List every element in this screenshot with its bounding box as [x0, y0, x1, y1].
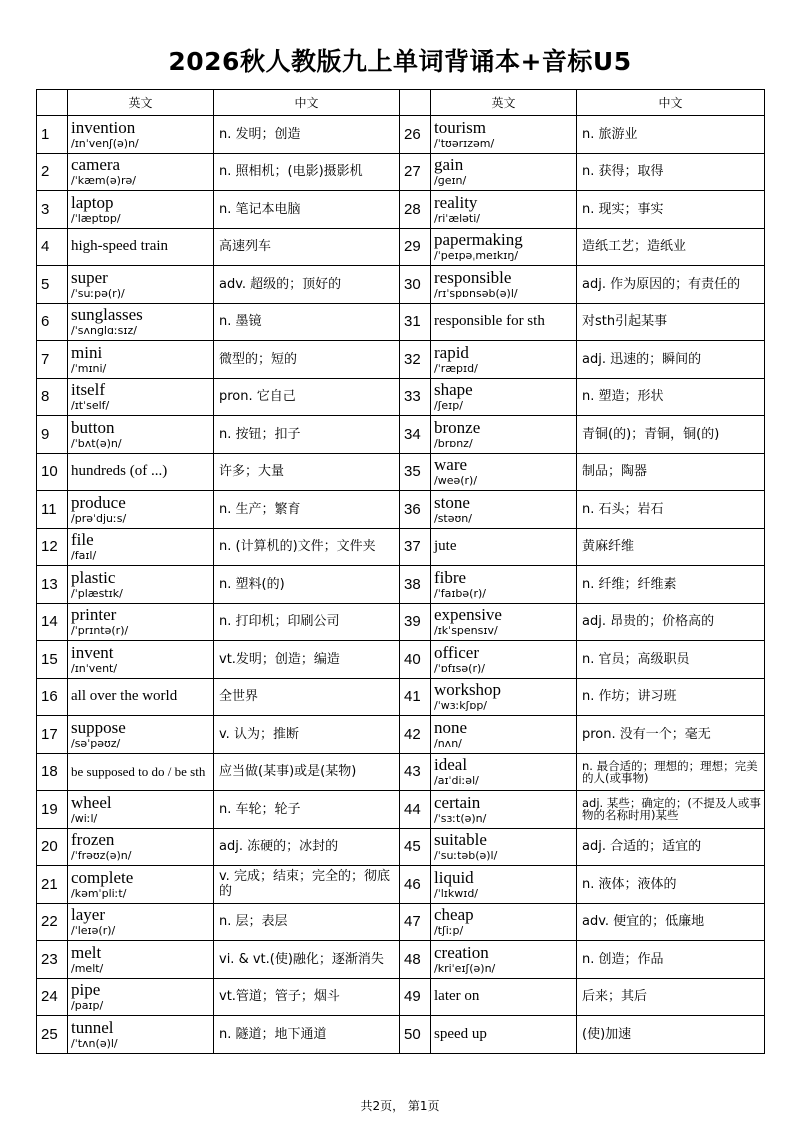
header-num-right: [400, 90, 431, 116]
entry-number: 32: [400, 341, 431, 379]
entry-english-cell: [431, 378, 577, 416]
entry-word: layer: [71, 905, 105, 925]
entry-word: camera: [71, 155, 121, 175]
entry-number: 5: [37, 266, 68, 304]
table-row: [37, 1016, 765, 1054]
entry-english-cell: [431, 416, 577, 454]
entry-chinese: n. 发明；创造: [214, 116, 400, 154]
entry-english-cell: [68, 453, 214, 491]
entry-english-cell: [68, 191, 214, 229]
table-row: [37, 453, 765, 491]
entry-word: suitable: [434, 830, 487, 850]
entry-chinese: adj. 迅速的；瞬间的: [577, 341, 765, 379]
entry-number: 50: [400, 1016, 431, 1054]
entry-word: be supposed to do / be sth: [71, 764, 206, 780]
entry-phonetic: /ʃeɪp/: [434, 399, 463, 413]
entry-phonetic: /ˈsʌnɡlɑːsɪz/: [71, 324, 137, 338]
table-row: [37, 903, 765, 941]
entry-chinese: n. 石头；岩石: [577, 491, 765, 529]
entry-word: button: [71, 417, 115, 437]
entry-word: speed up: [434, 1025, 487, 1042]
entry-word: expensive: [434, 605, 502, 625]
entry-word: tourism: [434, 117, 486, 137]
entry-number: 16: [37, 678, 68, 716]
entry-phonetic: /ˈɒfɪsə(r)/: [434, 661, 485, 675]
entry-english-cell: [431, 453, 577, 491]
entry-chinese: pron. 它自己: [214, 378, 400, 416]
entry-english-cell: [68, 866, 214, 904]
entry-word: tunnel: [71, 1017, 114, 1037]
entry-phonetic: /nʌn/: [434, 736, 462, 750]
entry-chinese: n. 纤维；纤维素: [577, 566, 765, 604]
entry-chinese: v. 完成；结束；完全的；彻底的: [214, 866, 400, 904]
table-row: [37, 491, 765, 529]
entry-chinese: 黄麻纤维: [577, 528, 765, 566]
entry-word: ideal: [434, 755, 468, 775]
entry-chinese: 微型的；短的: [214, 341, 400, 379]
entry-number: 49: [400, 978, 431, 1016]
entry-english-cell: [431, 341, 577, 379]
entry-english-cell: [431, 716, 577, 754]
table-row: [37, 941, 765, 979]
entry-chinese: 青铜(的)；青铜，铜(的): [577, 416, 765, 454]
entry-word: sunglasses: [71, 305, 143, 325]
entry-chinese: vt.管道；管子；烟斗: [214, 978, 400, 1016]
table-row: [37, 791, 765, 829]
entry-english-cell: [68, 716, 214, 754]
entry-english-cell: [431, 528, 577, 566]
entry-english-cell: [68, 566, 214, 604]
entry-word: none: [434, 717, 468, 737]
entry-word: liquid: [434, 867, 474, 887]
entry-phonetic: /ˈplæstɪk/: [71, 586, 123, 600]
entry-word: invention: [71, 117, 136, 137]
entry-english-cell: [431, 266, 577, 304]
entry-chinese: n. 车轮；轮子: [214, 791, 400, 829]
entry-phonetic: /ˈbʌt(ə)n/: [71, 436, 122, 450]
table-row: [37, 866, 765, 904]
entry-chinese: n. 液体；液体的: [577, 866, 765, 904]
header-en-left: 英文: [68, 90, 214, 116]
entry-chinese: n. 墨镜: [214, 303, 400, 341]
entry-chinese: (使)加速: [577, 1016, 765, 1054]
entry-english-cell: [68, 416, 214, 454]
entry-number: 46: [400, 866, 431, 904]
entry-phonetic: /prəˈdjuːs/: [71, 511, 127, 525]
entry-chinese: n. 旅游业: [577, 116, 765, 154]
entry-chinese: n. 官员；高级职员: [577, 641, 765, 679]
entry-number: 3: [37, 191, 68, 229]
entry-english-cell: [68, 528, 214, 566]
entry-phonetic: /riˈæləti/: [434, 211, 481, 225]
entry-phonetic: /səˈpəʊz/: [71, 736, 121, 750]
entry-chinese: n. 塑造；形状: [577, 378, 765, 416]
entry-chinese: vt.发明；创造；编造: [214, 641, 400, 679]
entry-word: high-speed train: [71, 238, 169, 255]
entry-english-cell: [431, 866, 577, 904]
entry-number: 44: [400, 791, 431, 829]
entry-chinese: n. 隧道；地下通道: [214, 1016, 400, 1054]
entry-word: workshop: [434, 680, 502, 700]
entry-number: 47: [400, 903, 431, 941]
entry-number: 9: [37, 416, 68, 454]
entry-phonetic: /ɪtˈself/: [71, 399, 110, 413]
table-row: [37, 978, 765, 1016]
entry-number: 21: [37, 866, 68, 904]
entry-phonetic: /kəmˈpliːt/: [71, 886, 127, 900]
table-row: [37, 153, 765, 191]
entry-number: 6: [37, 303, 68, 341]
entry-chinese: 全世界: [214, 678, 400, 716]
entry-number: 13: [37, 566, 68, 604]
entry-word: itself: [71, 380, 105, 400]
entry-phonetic: /kriˈeɪʃ(ə)n/: [434, 961, 496, 975]
entry-word: later on: [434, 988, 480, 1005]
entry-phonetic: /ˈpeɪpəˌmeɪkɪŋ/: [434, 249, 519, 263]
entry-number: 23: [37, 941, 68, 979]
entry-chinese: adv. 超级的；顶好的: [214, 266, 400, 304]
entry-english-cell: [68, 978, 214, 1016]
entry-english-cell: [431, 941, 577, 979]
entry-number: 15: [37, 641, 68, 679]
entry-number: 37: [400, 528, 431, 566]
entry-phonetic: /ɡeɪn/: [434, 174, 467, 188]
entry-word: printer: [71, 605, 117, 625]
entry-phonetic: /paɪp/: [71, 999, 104, 1013]
entry-english-cell: [431, 1016, 577, 1054]
table-row: [37, 603, 765, 641]
entry-phonetic: /ˈræpɪd/: [434, 361, 478, 375]
entry-english-cell: [68, 116, 214, 154]
entry-english-cell: [431, 903, 577, 941]
entry-english-cell: [431, 153, 577, 191]
entry-phonetic: /faɪl/: [71, 549, 97, 563]
vocab-table: [36, 89, 765, 1054]
entry-word: wheel: [71, 792, 112, 812]
entry-chinese: 制品；陶器: [577, 453, 765, 491]
vocab-body: [37, 116, 765, 1054]
table-row: [37, 528, 765, 566]
table-header-row: [37, 90, 765, 116]
entry-english-cell: [431, 678, 577, 716]
entry-word: officer: [434, 642, 479, 662]
entry-word: hundreds (of ...): [71, 463, 168, 480]
entry-chinese: 许多；大量: [214, 453, 400, 491]
entry-number: 42: [400, 716, 431, 754]
entry-chinese: 应当做(某事)或是(某物): [214, 753, 400, 791]
entry-number: 48: [400, 941, 431, 979]
entry-number: 2: [37, 153, 68, 191]
entry-number: 22: [37, 903, 68, 941]
table-row: [37, 191, 765, 229]
entry-word: gain: [434, 155, 464, 175]
entry-number: 7: [37, 341, 68, 379]
entry-phonetic: /tʃiːp/: [434, 924, 464, 938]
entry-phonetic: /ˈmɪni/: [71, 361, 107, 375]
entry-number: 25: [37, 1016, 68, 1054]
entry-english-cell: [431, 116, 577, 154]
entry-phonetic: /stəʊn/: [434, 511, 472, 525]
entry-english-cell: [68, 678, 214, 716]
entry-number: 40: [400, 641, 431, 679]
table-row: [37, 341, 765, 379]
entry-number: 4: [37, 228, 68, 266]
entry-phonetic: /ˈtʊərɪzəm/: [434, 136, 495, 150]
entry-chinese: adj. 合适的；适宜的: [577, 828, 765, 866]
entry-number: 19: [37, 791, 68, 829]
entry-english-cell: [68, 303, 214, 341]
table-row: [37, 378, 765, 416]
entry-chinese: adj. 冻硬的；冰封的: [214, 828, 400, 866]
entry-chinese: n. 作坊；讲习班: [577, 678, 765, 716]
entry-word: complete: [71, 867, 134, 887]
entry-english-cell: [68, 378, 214, 416]
entry-english-cell: [68, 941, 214, 979]
entry-phonetic: /ˈfrəʊz(ə)n/: [71, 849, 132, 863]
entry-number: 35: [400, 453, 431, 491]
entry-chinese: 造纸工艺；造纸业: [577, 228, 765, 266]
table-row: [37, 828, 765, 866]
entry-chinese: n. (计算机的)文件；文件夹: [214, 528, 400, 566]
entry-chinese: n. 最合适的；理想的；理想；完美的人(或事物): [577, 753, 765, 791]
entry-phonetic: /brɒnz/: [434, 436, 473, 450]
entry-number: 30: [400, 266, 431, 304]
entry-word: fibre: [434, 567, 467, 587]
entry-phonetic: /aɪˈdiːəl/: [434, 774, 479, 788]
entry-number: 36: [400, 491, 431, 529]
entry-english-cell: [68, 753, 214, 791]
entry-english-cell: [431, 753, 577, 791]
entry-phonetic: /ˈprɪntə(r)/: [71, 624, 129, 638]
entry-phonetic: /ɪkˈspensɪv/: [434, 624, 498, 638]
entry-english-cell: [431, 791, 577, 829]
entry-word: mini: [71, 342, 103, 362]
entry-phonetic: /weə(r)/: [434, 474, 478, 488]
entry-word: melt: [71, 942, 102, 962]
entry-english-cell: [68, 266, 214, 304]
entry-number: 31: [400, 303, 431, 341]
entry-phonetic: /rɪˈspɒnsəb(ə)l/: [434, 286, 518, 300]
entry-number: 38: [400, 566, 431, 604]
entry-number: 28: [400, 191, 431, 229]
header-num-left: [37, 90, 68, 116]
entry-chinese: 后来；其后: [577, 978, 765, 1016]
entry-number: 43: [400, 753, 431, 791]
entry-word: reality: [434, 192, 478, 212]
entry-number: 1: [37, 116, 68, 154]
entry-english-cell: [68, 341, 214, 379]
entry-word: bronze: [434, 417, 481, 437]
entry-word: all over the world: [71, 688, 178, 705]
entry-english-cell: [68, 603, 214, 641]
entry-number: 17: [37, 716, 68, 754]
entry-chinese: pron. 没有一个；毫无: [577, 716, 765, 754]
entry-english-cell: [68, 903, 214, 941]
entry-number: 45: [400, 828, 431, 866]
table-row: [37, 678, 765, 716]
table-row: [37, 753, 765, 791]
entry-chinese: n. 生产；繁育: [214, 491, 400, 529]
entry-word: papermaking: [434, 230, 523, 250]
entry-chinese: n. 创造；作品: [577, 941, 765, 979]
entry-word: plastic: [71, 567, 116, 587]
entry-word: stone: [434, 492, 470, 512]
entry-phonetic: /ˈlɪkwɪd/: [434, 886, 479, 900]
entry-number: 33: [400, 378, 431, 416]
entry-number: 27: [400, 153, 431, 191]
entry-chinese: n. 按钮；扣子: [214, 416, 400, 454]
entry-english-cell: [431, 303, 577, 341]
entry-number: 39: [400, 603, 431, 641]
entry-chinese: n. 照相机；(电影)摄影机: [214, 153, 400, 191]
table-row: [37, 303, 765, 341]
entry-chinese: n. 笔记本电脑: [214, 191, 400, 229]
entry-english-cell: [68, 153, 214, 191]
entry-word: frozen: [71, 830, 115, 850]
header-en-right: 英文: [431, 90, 577, 116]
entry-phonetic: /ˈsɜːt(ə)n/: [434, 811, 487, 825]
entry-chinese: n. 打印机；印刷公司: [214, 603, 400, 641]
entry-word: creation: [434, 942, 489, 962]
page-title: 2026秋人教版九上单词背诵本+音标U5: [168, 47, 632, 76]
entry-chinese: adv. 便宜的；低廉地: [577, 903, 765, 941]
entry-english-cell: [68, 491, 214, 529]
entry-phonetic: /ˈfaɪbə(r)/: [434, 586, 486, 600]
entry-phonetic: /melt/: [71, 961, 104, 975]
entry-number: 12: [37, 528, 68, 566]
table-row: [37, 716, 765, 754]
entry-phonetic: /ˈkæm(ə)rə/: [71, 174, 136, 188]
entry-word: cheap: [434, 905, 474, 925]
entry-number: 24: [37, 978, 68, 1016]
entry-chinese: 高速列车: [214, 228, 400, 266]
entry-word: jute: [434, 538, 457, 555]
table-row: [37, 416, 765, 454]
entry-phonetic: /ˈwɜːkʃɒp/: [434, 699, 488, 713]
entry-chinese: n. 塑料(的): [214, 566, 400, 604]
entry-chinese: n. 层；表层: [214, 903, 400, 941]
entry-word: responsible: [434, 267, 512, 287]
entry-phonetic: /ˈleɪə(r)/: [71, 924, 116, 938]
entry-english-cell: [431, 566, 577, 604]
entry-word: file: [71, 530, 94, 550]
entry-word: produce: [71, 492, 126, 512]
entry-chinese: adj. 作为原因的；有责任的: [577, 266, 765, 304]
entry-number: 20: [37, 828, 68, 866]
table-row: [37, 266, 765, 304]
page-footer: 共2页， 第1页: [360, 1099, 440, 1113]
entry-english-cell: [68, 828, 214, 866]
entry-word: rapid: [434, 342, 469, 362]
entry-english-cell: [431, 641, 577, 679]
entry-number: 10: [37, 453, 68, 491]
entry-english-cell: [68, 791, 214, 829]
entry-phonetic: /ˈlæptɒp/: [71, 211, 121, 225]
entry-phonetic: /ɪnˈvent/: [71, 661, 118, 675]
entry-number: 29: [400, 228, 431, 266]
entry-number: 41: [400, 678, 431, 716]
entry-chinese: v. 认为；推断: [214, 716, 400, 754]
entry-phonetic: /ˈsuːtəb(ə)l/: [434, 849, 498, 863]
entry-english-cell: [431, 978, 577, 1016]
entry-chinese: 对sth引起某事: [577, 303, 765, 341]
entry-word: super: [71, 267, 108, 287]
entry-english-cell: [68, 228, 214, 266]
entry-word: invent: [71, 642, 114, 662]
entry-word: certain: [434, 792, 481, 812]
entry-phonetic: /ˈsuːpə(r)/: [71, 286, 125, 300]
entry-word: suppose: [71, 717, 126, 737]
entry-word: laptop: [71, 192, 114, 212]
entry-english-cell: [431, 228, 577, 266]
entry-word: pipe: [71, 980, 101, 1000]
table-row: [37, 116, 765, 154]
table-row: [37, 228, 765, 266]
entry-phonetic: /wiːl/: [71, 811, 98, 825]
entry-english-cell: [68, 641, 214, 679]
entry-english-cell: [431, 828, 577, 866]
entry-chinese: n. 获得；取得: [577, 153, 765, 191]
table-row: [37, 641, 765, 679]
entry-chinese: vi. & vt.(使)融化；逐渐消失: [214, 941, 400, 979]
header-cn-left: 中文: [214, 90, 400, 116]
entry-number: 14: [37, 603, 68, 641]
entry-number: 18: [37, 753, 68, 791]
entry-phonetic: /ɪnˈvenʃ(ə)n/: [71, 136, 139, 150]
entry-chinese: adj. 昂贵的；价格高的: [577, 603, 765, 641]
entry-english-cell: [431, 191, 577, 229]
entry-number: 34: [400, 416, 431, 454]
entry-word: shape: [434, 380, 473, 400]
entry-chinese: adj. 某些；确定的；(不提及人或事物的名称时用)某些: [577, 791, 765, 829]
entry-word: ware: [434, 455, 468, 475]
entry-number: 11: [37, 491, 68, 529]
entry-number: 26: [400, 116, 431, 154]
entry-word: responsible for sth: [434, 313, 545, 330]
entry-phonetic: /ˈtʌn(ə)l/: [71, 1036, 118, 1050]
entry-chinese: n. 现实；事实: [577, 191, 765, 229]
entry-number: 8: [37, 378, 68, 416]
entry-english-cell: [431, 491, 577, 529]
header-cn-right: 中文: [577, 90, 765, 116]
entry-english-cell: [431, 603, 577, 641]
table-row: [37, 566, 765, 604]
entry-english-cell: [68, 1016, 214, 1054]
